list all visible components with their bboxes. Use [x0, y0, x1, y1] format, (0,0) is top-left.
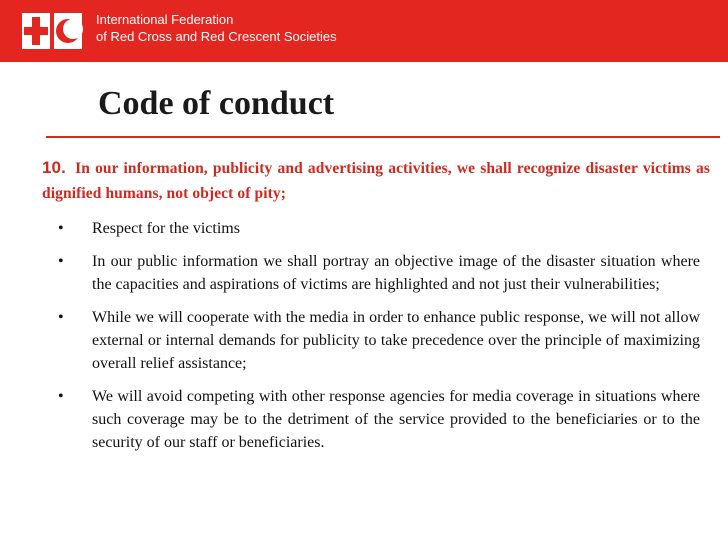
bullet-list [52, 217, 700, 464]
bullet-icon: • [58, 309, 64, 326]
org-name-line-2: of Red Cross and Red Crescent Societies [96, 29, 337, 44]
list-item-text: While we will cooperate with the media in order to enhance public response, we will not allow external or internal demands for publicity to take precedence over the principle of maximizing overall relief assistance; [92, 309, 700, 372]
lead-statement [42, 155, 710, 206]
list-item-text: In our public information we shall portray an objective image of the disaster situation where the capacities and aspirations of victims are highlighted and not just their vulnerabilities; [92, 253, 700, 293]
org-name-line-1: International Federation [96, 12, 234, 27]
red-cross-red-crescent-icon [20, 13, 84, 49]
bullet-icon: • [58, 253, 64, 270]
list-item-text: We will avoid competing with other response agencies for media coverage in situations where such coverage may be to the detriment of the service provided to the beneficiaries or to the security of our staff or beneficiaries. [92, 388, 700, 451]
bullet-icon: • [58, 388, 64, 405]
page-title: Code of conduct [98, 85, 335, 122]
lead-text: In our information, publicity and advertising activities, we shall recognize disaster victims as dignified humans, not object of pity; [42, 160, 710, 202]
title-divider [46, 136, 720, 138]
list-item [52, 250, 700, 296]
organization-name [96, 11, 337, 45]
list-item [52, 217, 700, 240]
list-item [52, 385, 700, 454]
header-bar [0, 0, 728, 62]
bullet-icon: • [58, 220, 64, 237]
lead-number: 10. [42, 158, 66, 177]
list-item-text: Respect for the victims [92, 220, 240, 237]
list-item [52, 306, 700, 375]
